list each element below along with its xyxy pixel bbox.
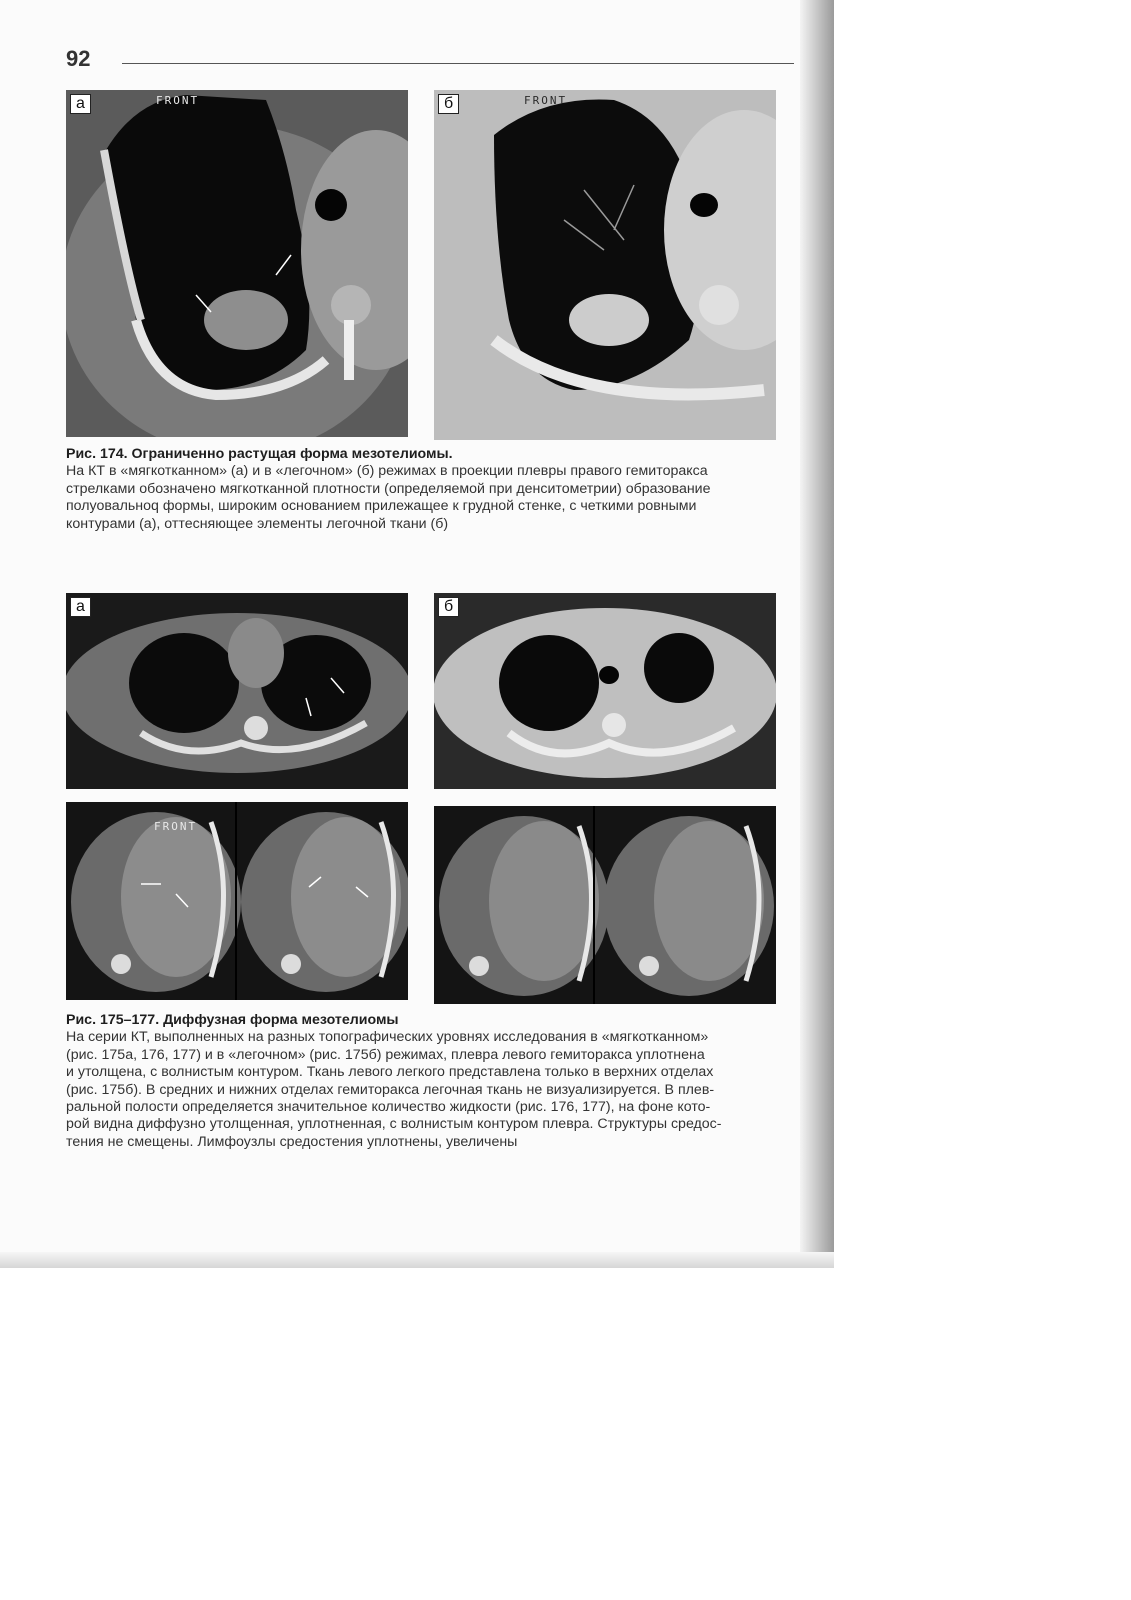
figure-175-177-caption (66, 1012, 802, 1151)
caption-line: рой видна диффузно утолщенная, уплотненная, с волнистым контуром плевра. Структуры средос- (66, 1116, 722, 1133)
panel-label-b: б (438, 597, 459, 617)
caption-line: стрелками обозначено мягкотканной плотности (определяемой при денситометрии) образование (66, 480, 711, 497)
caption-line: (рис. 175а, 176, 177) и в «легочном» (рис. 175б) режимах, плевра левого гемиторакса уплотнена (66, 1046, 705, 1063)
figure-174-title: Рис. 174. Ограниченно растущая форма мезотелиомы. (66, 446, 453, 462)
caption-line: На серии КТ, выполненных на разных топографических уровнях исследования в «мягкотканном» (66, 1029, 709, 1046)
caption-line: На КТ в «мягкотканном» (а) и в «легочном» (б) режимах в проекции плевры правого гемиторакса (66, 463, 708, 480)
ct-image-175b (434, 593, 776, 789)
ct-scan-soft-tissue (66, 90, 408, 437)
header-rule (122, 63, 794, 64)
figure-175-177-title: Рис. 175–177. Диффузная форма мезотелиомы (66, 1012, 399, 1028)
ct-scan-soft-tissue-pair (66, 802, 408, 1000)
ct-image-176 (66, 802, 408, 1000)
caption-line: тения не смещены. Лимфоузлы средостения уплотнены, увеличены (66, 1133, 518, 1150)
panel-label-b: б (438, 94, 459, 114)
page-edge-shadow (800, 0, 834, 1268)
caption-line: ральной полости определяется значительное количество жидкости (рис. 176, 177), на фоне кото- (66, 1099, 711, 1116)
ct-scan-soft-tissue-pair (434, 806, 776, 1004)
caption-line: контурами (а), оттесняющее элементы легочной ткани (б) (66, 515, 449, 532)
front-overlay: FRONT (154, 820, 198, 833)
ct-scan-soft-tissue (66, 593, 408, 789)
panel-label-a: а (70, 597, 91, 617)
figure-174-caption (66, 446, 802, 533)
front-overlay: FRONT (524, 94, 568, 107)
panel-label-a: а (70, 94, 91, 114)
ct-image-177 (434, 806, 776, 1004)
ct-image-174a (66, 90, 408, 437)
page-number: 92 (66, 46, 91, 71)
ct-scan-lung-window (434, 90, 776, 440)
ct-scan-lung-window (434, 593, 776, 789)
ct-image-175a (66, 593, 408, 789)
front-overlay: FRONT (156, 94, 200, 107)
ct-image-174b (434, 90, 776, 440)
page-bottom-edge (0, 1252, 834, 1268)
caption-line: (рис. 175б). В средних и нижних отделах гемиторакса легочная ткань не визуализируется. В плев- (66, 1081, 715, 1098)
caption-line: полуовальноq формы, широким основанием прилежащее к грудной стенке, с четкими ровными (66, 498, 697, 515)
caption-line: и утолщена, с волнистым контуром. Ткань левого легкого представлена только в верхних отделах (66, 1064, 714, 1081)
